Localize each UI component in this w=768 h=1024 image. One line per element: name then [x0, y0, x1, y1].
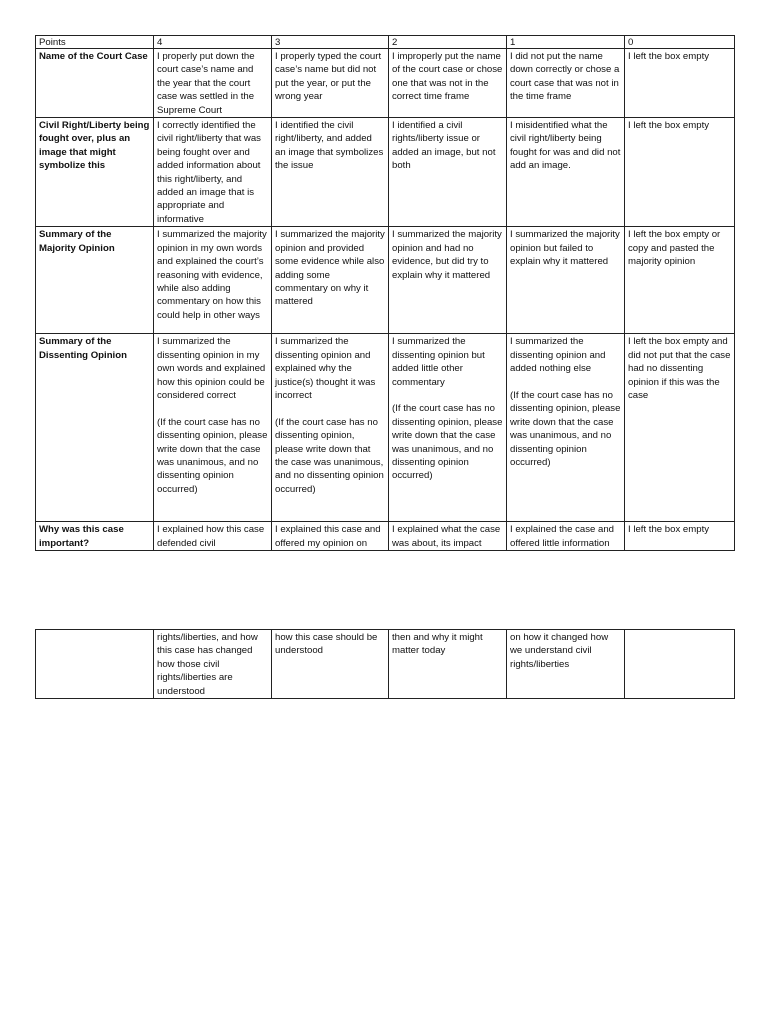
score-cell-1: I misidentified what the civil right/liberty being fought for was and did not add an image.	[507, 118, 625, 227]
row-case-importance-continued	[36, 630, 735, 699]
row-majority-opinion	[36, 227, 735, 334]
score-cell-1: I summarized the majority opinion but failed to explain why it mattered	[507, 227, 625, 334]
score-cell-2: I identified a civil rights/liberty issue or added an image, but not both	[389, 118, 507, 227]
score-cell-3: how this case should be understood	[272, 630, 389, 699]
score-cell-4: I summarized the majority opinion in my own words and explained the court’s reasoning with evidence, while also adding commentary on how this could help in other ways	[154, 227, 272, 334]
score-cell-2: I improperly put the name of the court case or chose one that was not in the correct time frame	[389, 49, 507, 118]
header-cell-points: Points	[36, 36, 154, 49]
score-cell-2: then and why it might matter today	[389, 630, 507, 699]
score-cell-4: I summarized the dissenting opinion in my own words and explained how this opinion could be considered correct (If the court case has no dissenting opinion, please write down that the case was unanimous, and no dissenting opinion occurred)	[154, 334, 272, 522]
row-label: Why was this case important?	[36, 522, 154, 551]
score-cell-2: I summarized the dissenting opinion but added little other commentary (If the court case has no dissenting opinion, please write down that the case was unanimous, and no dissenting opinion occurred)	[389, 334, 507, 522]
score-cell-3: I identified the civil right/liberty, and added an image that symbolizes the issue	[272, 118, 389, 227]
score-cell-0: I left the box empty	[625, 522, 735, 551]
header-cell-3: 3	[272, 36, 389, 49]
score-cell-3: I properly typed the court case’s name but did not put the year, or put the wrong year	[272, 49, 389, 118]
score-cell-3: I explained this case and offered my opinion on	[272, 522, 389, 551]
score-cell-1: I did not put the name down correctly or chose a court case that was not in the time frame	[507, 49, 625, 118]
row-label	[36, 630, 154, 699]
row-dissenting-opinion	[36, 334, 735, 522]
score-cell-0: I left the box empty	[625, 49, 735, 118]
score-cell-2: I summarized the majority opinion and had no evidence, but did try to explain why it mattered	[389, 227, 507, 334]
score-cell-1: I summarized the dissenting opinion and added nothing else (If the court case has no dissenting opinion, please write down that the case was unanimous, and no dissenting opinion occurred)	[507, 334, 625, 522]
score-cell-0: I left the box empty	[625, 118, 735, 227]
score-cell-4: I explained how this case defended civil	[154, 522, 272, 551]
row-label: Summary of the Dissenting Opinion	[36, 334, 154, 522]
rubric-table-continuation	[35, 629, 735, 699]
score-cell-4: I correctly identified the civil right/liberty that was being fought over and added information about this right/liberty, and added an image that is appropriate and informative	[154, 118, 272, 227]
score-cell-1: on how it changed how we understand civil rights/liberties	[507, 630, 625, 699]
row-civil-right	[36, 118, 735, 227]
row-label: Civil Right/Liberty being fought over, plus an image that might symbolize this	[36, 118, 154, 227]
score-cell-3: I summarized the dissenting opinion and explained why the justice(s) thought it was incorrect (If the court case has no dissenting opinion, please write down that the case was unanimous, and no dissenting opinion occurred)	[272, 334, 389, 522]
score-cell-1: I explained the case and offered little information	[507, 522, 625, 551]
score-cell-0: I left the box empty or copy and pasted the majority opinion	[625, 227, 735, 334]
header-cell-0: 0	[625, 36, 735, 49]
row-court-case-name	[36, 49, 735, 118]
score-cell-4: I properly put down the court case’s name and the year that the court case was settled in the Supreme Court	[154, 49, 272, 118]
row-label: Summary of the Majority Opinion	[36, 227, 154, 334]
score-cell-4: rights/liberties, and how this case has changed how those civil rights/liberties are understood	[154, 630, 272, 699]
score-cell-3: I summarized the majority opinion and provided some evidence while also adding some commentary on why it mattered	[272, 227, 389, 334]
score-cell-0	[625, 630, 735, 699]
header-cell-2: 2	[389, 36, 507, 49]
header-cell-1: 1	[507, 36, 625, 49]
row-label: Name of the Court Case	[36, 49, 154, 118]
score-cell-0: I left the box empty and did not put that the case had no dissenting opinion if this was the case	[625, 334, 735, 522]
header-cell-4: 4	[154, 36, 272, 49]
row-case-importance	[36, 522, 735, 551]
header-row	[36, 36, 735, 49]
score-cell-2: I explained what the case was about, its impact	[389, 522, 507, 551]
rubric-table	[35, 35, 735, 551]
